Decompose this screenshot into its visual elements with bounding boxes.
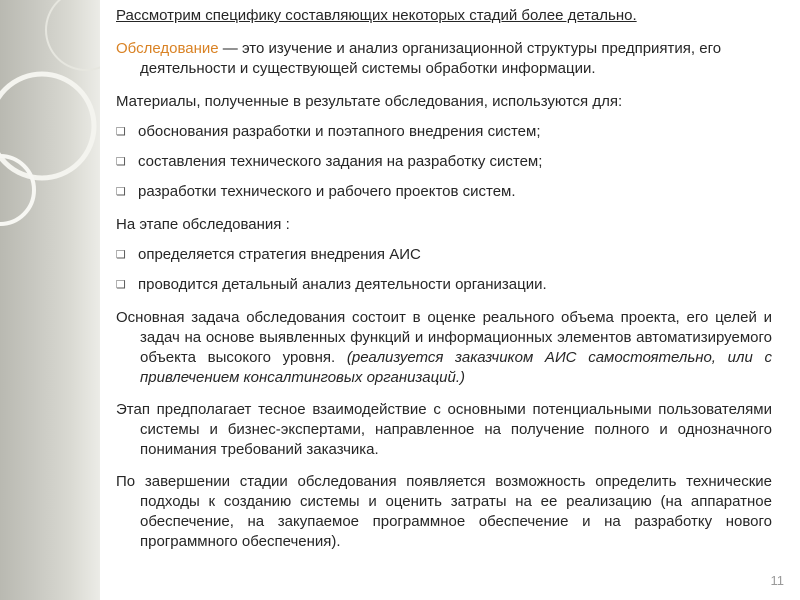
slide-content [116, 6, 772, 552]
list-item-text: проводится детальный анализ деятельности организации. [138, 276, 547, 293]
list-item [116, 152, 772, 172]
hollow-square-bullet-icon: ❑ [116, 279, 126, 291]
list-item [116, 182, 772, 202]
slide-heading: Рассмотрим специфику составляющих некоторых стадий более детально. [116, 7, 637, 24]
definition-term: Обследование [116, 40, 219, 57]
decorative-ring-small [0, 156, 34, 224]
task-paragraph [116, 308, 772, 388]
stage-intro: На этапе обследования : [116, 216, 290, 233]
definition-paragraph [116, 39, 772, 79]
decorative-side-band [0, 0, 100, 600]
decorative-ring-large [0, 74, 94, 178]
list-item-text: обоснования разработки и поэтапного внедрения систем; [138, 123, 541, 140]
interaction-paragraph: Этап предполагает тесное взаимодействие с основными потенциальными пользователями системы и бизнес-экспертами, направленное на получение полного и однозначного понимания требований заказчика. [116, 401, 772, 458]
list-item [116, 245, 772, 265]
decorative-circles [0, 0, 100, 600]
decorative-ring-faint [46, 0, 100, 70]
page-number: 11 [770, 573, 784, 588]
list-item [116, 122, 772, 142]
task-note: (реализуется заказчиком АИС самостоятельно, или с привлечением консалтинговых организаций.) [140, 349, 772, 386]
materials-intro: Материалы, полученные в результате обследования, используются для: [116, 93, 623, 110]
list-item-text: составления технического задания на разработку систем; [138, 153, 543, 170]
task-text: Основная задача обследования состоит в оценке реального объема проекта, его целей и задач на основе выявленных функций и информационных элементов автоматизируемого объекта высокого уровня. [116, 309, 772, 366]
definition-text: — это изучение и анализ организационной структуры предприятия, его деятельности и существующей системы обработки информации. [140, 40, 722, 77]
list-item [116, 275, 772, 295]
hollow-square-bullet-icon: ❑ [116, 249, 126, 261]
hollow-square-bullet-icon: ❑ [116, 186, 126, 198]
hollow-square-bullet-icon: ❑ [116, 126, 126, 138]
completion-paragraph: По завершении стадии обследования появляется возможность определить технические подходы к созданию системы и оценить затраты на ее реализацию (на аппаратное обеспечение, на закупаемое программное обеспечение и на разработку нового программного обеспечения). [116, 473, 772, 550]
list-item-text: определяется стратегия внедрения АИС [138, 246, 421, 263]
hollow-square-bullet-icon: ❑ [116, 156, 126, 168]
list-item-text: разработки технического и рабочего проектов систем. [138, 183, 516, 200]
